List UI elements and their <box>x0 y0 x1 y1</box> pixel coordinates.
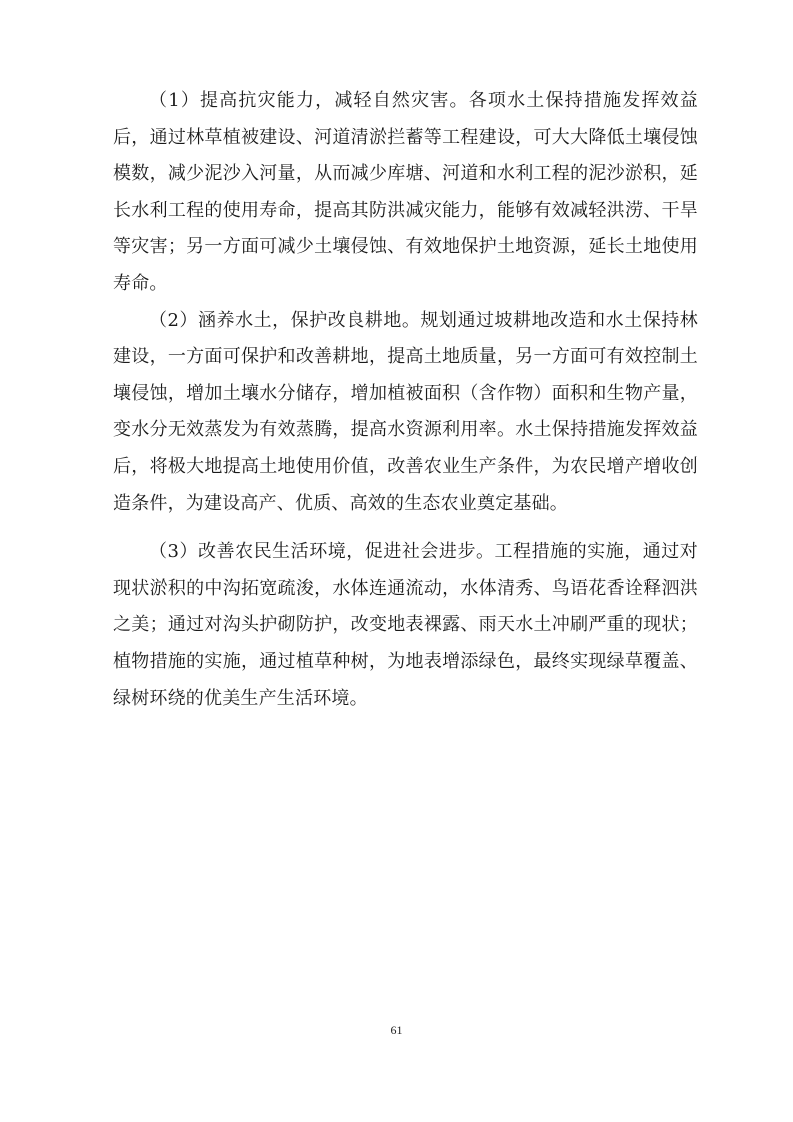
paragraph-soil-conservation: （2）涵养水土，保护改良耕地。规划通过坡耕地改造和水土保持林建设，一方面可保护和改善耕地，提高土地质量，另一方面可有效控制土壤侵蚀，增加土壤水分储存，增加植被面积（含作物）面积和生物产量，变水分无效蒸发为有效蒸腾，提高水资源利用率。水土保持措施发挥效益后，将极大地提高土地使用价值，改善农业生产条件，为农民增产增收创造条件，为建设高产、优质、高效的生态农业奠定基础。 <box>113 309 698 514</box>
paragraph-living-environment: （3）改善农民生活环境，促进社会进步。工程措施的实施，通过对现状淤积的中沟拓宽疏浚，水体连通流动，水体清秀、鸟语花香诠释泗洪之美；通过对沟头护砌防护，改变地表裸露、雨天水土冲刷严重的现状；植物措施的实施，通过植草种树，为地表增添绿色，最终实现绿草覆盖、绿树环绕的优美生产生活环境。 <box>113 541 698 709</box>
paragraph-disaster-resistance: （1）提高抗灾能力，减轻自然灾害。各项水土保持措施发挥效益后，通过林草植被建设、河道清淤拦蓄等工程建设，可大大降低土壤侵蚀模数，减少泥沙入河量，从而减少库塘、河道和水利工程的泥沙淤积，延长水利工程的使用寿命，提高其防洪减灾能力，能够有效减轻洪涝、干旱等灾害；另一方面可减少土壤侵蚀、有效地保护土地资源，延长土地使用寿命。 <box>113 90 698 294</box>
page-number: 61 <box>390 1023 403 1037</box>
body-text <box>113 83 698 717</box>
